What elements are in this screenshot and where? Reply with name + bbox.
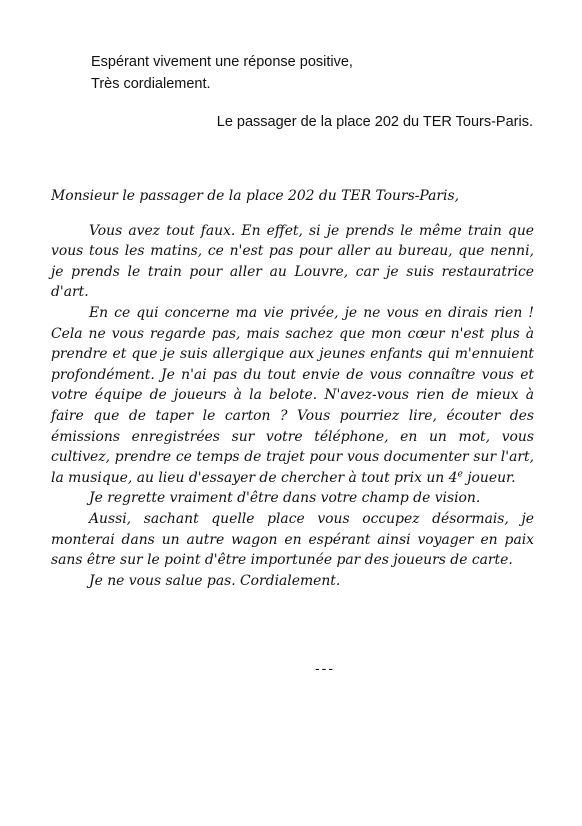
letter-paragraph-2-text: En ce qui concerne ma vie privée, je ne vous en dirais rien ! Cela ne vous regarde pas, mais sachez que mon cœur n'est plus à prendre et que je suis allergique aux jeunes enfants qui m'ennuient profondément. Je n'ai pas du tout envie de vous connaître vous et votre équipe de joueurs à la belote. N'avez-vous rien de mieux à faire que de taper le carton ? Vous pourriez lire, écouter des émissions enregistrées sur votre téléphone, en un mot, vous cultivez, prendre ce temps de trajet pour vous documenter sur l'art, la musique, au lieu d'essayer de chercher à tout prix un 4	[51, 304, 534, 486]
previous-letter-signature: Le passager de la place 202 du TER Tours-Paris.	[216, 114, 533, 130]
previous-letter-closing	[91, 51, 353, 95]
closing-line-hope: Espérant vivement une réponse positive,	[91, 54, 353, 70]
letter-paragraph-2	[51, 303, 534, 488]
letter-paragraph-3: Je regrette vraiment d'être dans votre champ de vision.	[89, 490, 481, 507]
letter-salutation: Monsieur le passager de la place 202 du TER Tours-Paris,	[51, 188, 460, 204]
section-separator: ---	[315, 660, 335, 676]
ordinal-superscript: e	[457, 469, 463, 480]
closing-line-regards: Très cordialement.	[91, 76, 211, 92]
letter-paragraph-1: Vous avez tout faux. En effet, si je prends le même train que vous tous les matins, ce n'est pas pour aller au bureau, que nenni, je prends le train pour aller au Louvre, car je suis restauratrice d'art.	[51, 222, 534, 301]
reply-letter	[51, 186, 534, 591]
letter-paragraph-4: Aussi, sachant quelle place vous occupez désormais, je monterai dans un autre wagon en espérant ainsi voyager en paix sans être sur le point d'être importunée par des joueurs de carte.	[51, 510, 534, 569]
letter-paragraph-2-end: joueur.	[462, 469, 516, 486]
letter-paragraph-5: Je ne vous salue pas. Cordialement.	[89, 572, 341, 589]
